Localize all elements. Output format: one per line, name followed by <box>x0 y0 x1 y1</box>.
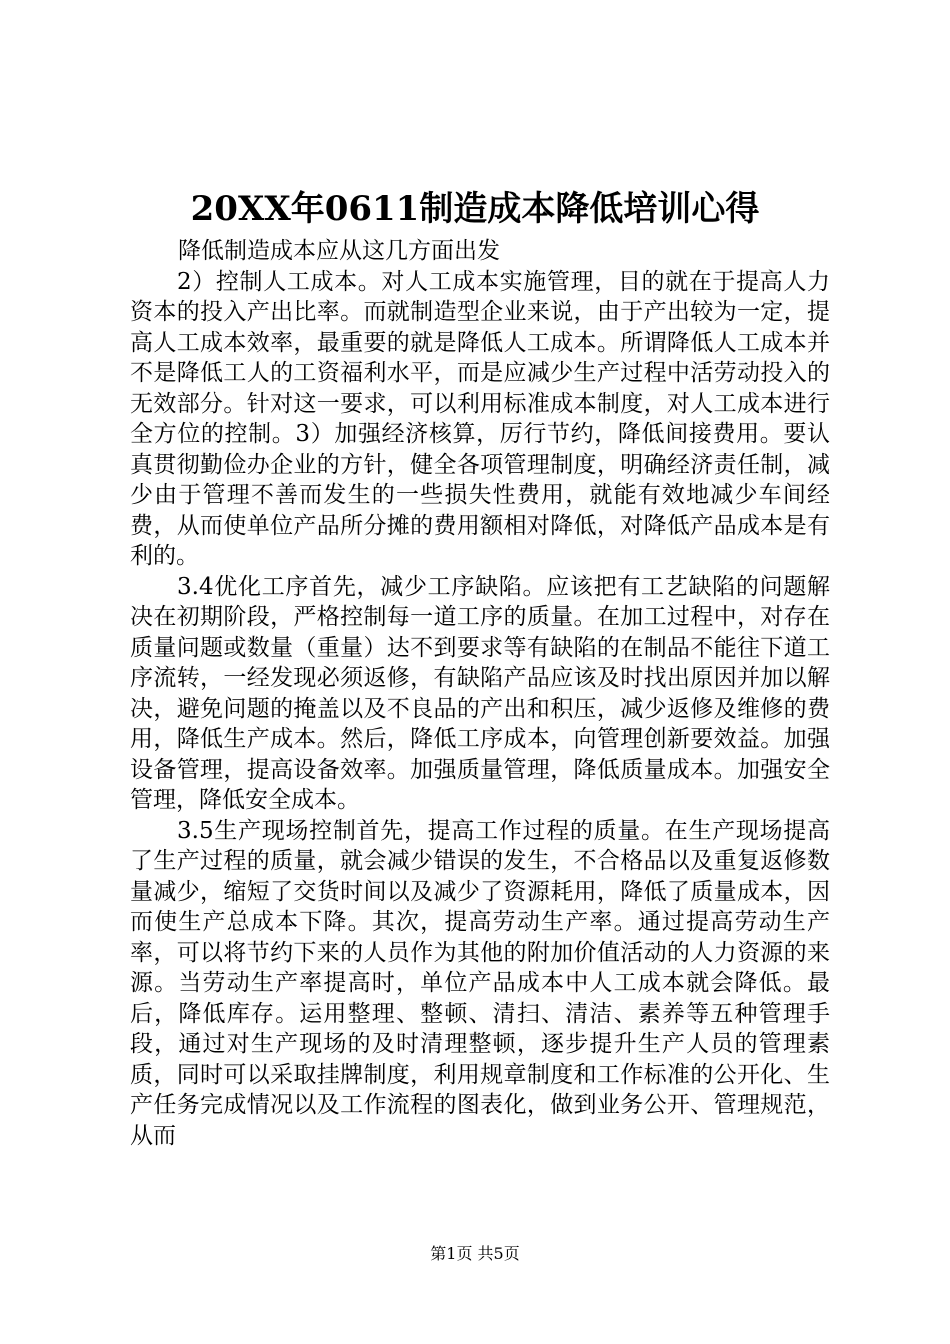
page-footer: 第1页 共5页 <box>430 1244 520 1263</box>
document-body <box>130 236 830 1151</box>
paragraph-site-control: 3.5生产现场控制首先，提高工作过程的质量。在生产现场提高了生产过程的质量，就会减少错误的发生，不合格品以及重复返修数量减少，缩短了交货时间以及减少了资源耗用，降低了质量成本，因而使生产总成本下降。其次，提高劳动生产率。通过提高劳动生产率，可以将节约下来的人员作为其他的附加价值活动的人力资源的来源。当劳动生产率提高时，单位产品成本中人工成本就会降低。最后，降低库存。运用整理、整顿、清扫、清洁、素养等五种管理手段，通过对生产现场的及时清理整顿，逐步提升生产人员的管理素质，同时可以采取挂牌制度，利用规章制度和工作标准的公开化、生产任务完成情况以及工作流程的图表化，做到业务公开、管理规范，从而 <box>130 817 830 1149</box>
document-title: 20XX年0611制造成本降低培训心得 <box>190 189 760 229</box>
paragraph-labor-cost: 2）控制人工成本。对人工成本实施管理，目的就在于提高人力资本的投入产出比率。而就制造型企业来说，由于产出较为一定，提高人工成本效率，最重要的就是降低人工成本。所谓降低人工成本并不是降低工人的工资福利水平，而是应减少生产过程中活劳动投入的无效部分。针对这一要求，可以利用标准成本制度，对人工成本进行全方位的控制。3）加强经济核算，厉行节约，降低间接费用。要认真贯彻勤俭办企业的方针，健全各项管理制度，明确经济责任制，减少由于管理不善而发生的一些损失性费用，就能有效地减少车间经费，从而使单位产品所分摊的费用额相对降低，对降低产品成本是有利的。 <box>130 268 830 569</box>
paragraph-intro: 降低制造成本应从这几方面出发 <box>178 238 500 264</box>
paragraph-process-optimization: 3.4优化工序首先，减少工序缺陷。应该把有工艺缺陷的问题解决在初期阶段，严格控制每一道工序的质量。在加工过程中，对存在质量问题或数量（重量）达不到要求等有缺陷的在制品不能往下道工序流转，一经发现必须返修，有缺陷产品应该及时找出原因并加以解决，避免问题的掩盖以及不良品的产出和积压，减少返修及维修的费用，降低生产成本。然后，降低工序成本，向管理创新要效益。加强设备管理，提高设备效率。加强质量管理，降低质量成本。加强安全管理，降低安全成本。 <box>130 573 830 813</box>
